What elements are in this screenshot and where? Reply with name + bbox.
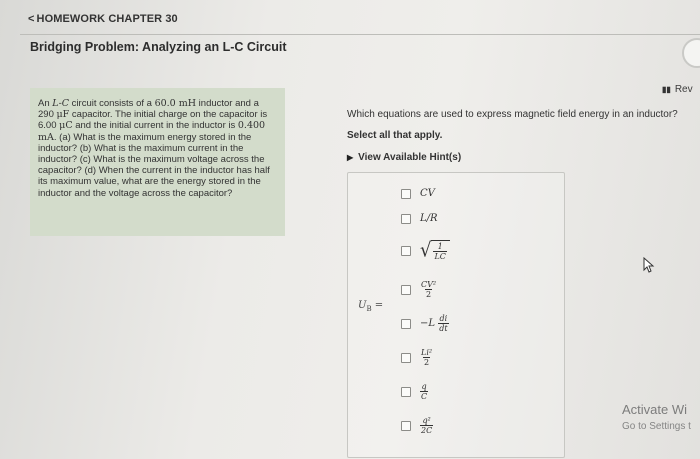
frac-den: dt	[439, 324, 448, 333]
frac-den: C	[421, 392, 428, 401]
option-checkbox[interactable]	[401, 189, 411, 199]
option-row[interactable]	[401, 240, 450, 261]
hints-link[interactable]	[347, 152, 461, 163]
problem-text: An	[38, 98, 53, 109]
option-formula: CV	[420, 188, 435, 199]
option-formula: L/R	[420, 213, 438, 224]
option-row[interactable]	[401, 314, 449, 333]
option-checkbox[interactable]	[401, 421, 411, 431]
option-checkbox[interactable]	[401, 285, 411, 295]
problem-text: . (a) What is the maximum energy stored in the inductor? (b) What is the maximum current in the inductor? (c) What is the maximum voltage across the capacitor? (d) When the current in the inductor has half its maximum value, what are the energy stored in the inductor and the voltage across the capacitor?	[38, 131, 270, 199]
option-row[interactable]	[401, 382, 428, 401]
page-title: Bridging Problem: Analyzing an L-C Circuit	[30, 40, 287, 54]
option-formula	[420, 416, 433, 435]
option-checkbox[interactable]	[401, 214, 411, 224]
frac-den: LC	[434, 252, 446, 261]
option-row[interactable]	[401, 348, 433, 367]
breadcrumb-label[interactable]: HOMEWORK CHAPTER 30	[36, 13, 178, 25]
answer-label	[358, 300, 383, 313]
activation-watermark-title: Activate Wi	[622, 402, 688, 417]
frac-num: 1	[437, 242, 443, 251]
problem-statement	[30, 88, 285, 236]
option-checkbox[interactable]	[401, 246, 411, 256]
frac-den: 2C	[421, 426, 433, 435]
option-row[interactable]	[401, 188, 435, 199]
mouse-pointer-icon	[643, 257, 657, 273]
problem-math-l: L	[52, 98, 59, 109]
review-label[interactable]: Rev	[674, 84, 693, 95]
header-divider	[20, 34, 700, 35]
option-formula	[420, 348, 433, 367]
problem-text: circuit consists of a	[69, 98, 155, 109]
option-row[interactable]	[401, 280, 437, 299]
answer-var: U	[358, 300, 367, 311]
problem-text: and the initial current in the inductor is	[72, 120, 238, 132]
answer-eq: =	[371, 300, 384, 311]
option-formula	[420, 240, 450, 261]
chevron-left-icon[interactable]: <	[28, 13, 35, 25]
formula-prefix: −L	[420, 318, 436, 329]
option-formula	[420, 280, 437, 299]
problem-math-c: C	[61, 98, 70, 109]
option-formula	[420, 314, 449, 333]
answer-sub: B	[366, 305, 372, 313]
option-checkbox[interactable]	[401, 353, 411, 363]
option-row[interactable]	[401, 416, 433, 435]
problem-text: inductor and a 290	[38, 98, 259, 121]
problem-text: capacitor. The initial charge on the capacitor is 6.00	[38, 109, 268, 132]
instruction-text: Select all that apply.	[347, 130, 443, 141]
question-text: Which equations are used to express magnetic field energy in an inductor?	[347, 109, 678, 120]
option-formula	[420, 382, 428, 401]
frac-den: 2	[423, 358, 430, 367]
option-checkbox[interactable]	[401, 319, 411, 329]
bars-icon: ▮▮	[662, 85, 671, 94]
sqrt-icon: √	[420, 238, 432, 262]
problem-unit-charge: μC	[59, 120, 73, 132]
frac-num: di	[439, 314, 448, 323]
option-checkbox[interactable]	[401, 387, 411, 397]
activation-watermark-subtitle: Go to Settings t	[622, 421, 691, 432]
frac-num: q	[421, 382, 427, 391]
problem-text: -	[58, 98, 62, 109]
problem-unit-inductance: 60.0 mH	[154, 98, 197, 109]
problem-unit-capacitance: μF	[56, 109, 70, 121]
problem-unit-current: 0.400 mA	[38, 120, 266, 143]
frac-den: 2	[426, 290, 432, 299]
option-row[interactable]	[401, 213, 438, 224]
frac-num: q²	[422, 416, 431, 425]
frac-num: CV²	[421, 280, 437, 289]
breadcrumb[interactable]	[28, 13, 178, 25]
answer-options-box	[347, 172, 565, 458]
caret-right-icon[interactable]: ▶	[347, 153, 354, 162]
hints-label[interactable]: View Available Hint(s)	[358, 152, 462, 163]
frac-num: Li²	[421, 348, 433, 357]
review-link[interactable]	[662, 84, 693, 95]
